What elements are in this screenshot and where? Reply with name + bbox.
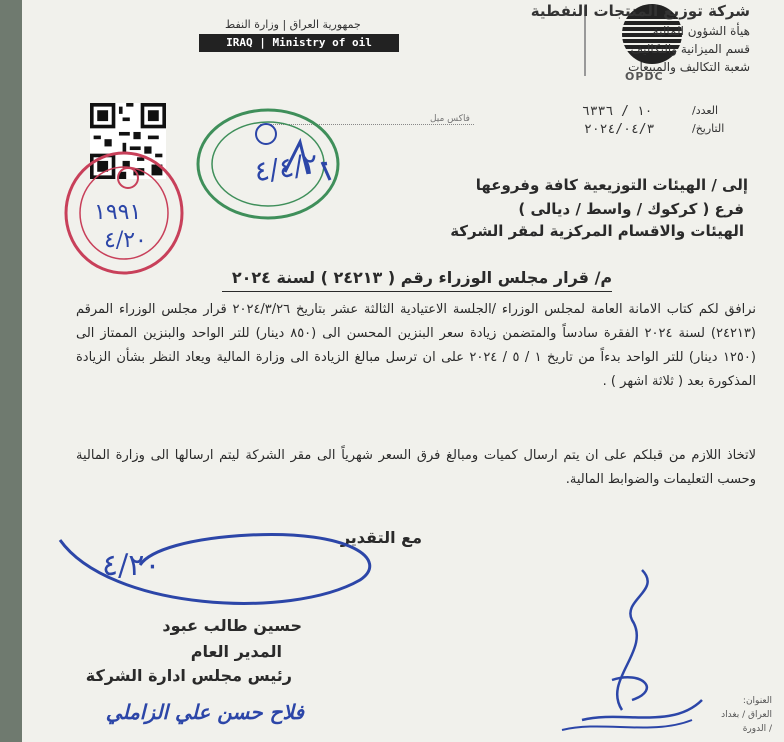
green-stamp-handwriting: ٤/٤/٢٠ bbox=[252, 144, 335, 189]
ref-date-label: التاريخ/ bbox=[692, 122, 725, 135]
paragraph-1: نرافق لكم كتاب الامانة العامة لمجلس الوزراء /الجلسة الاعتيادية الثالثة عشر بتاريخ ٢٠٢٤/٣/٢٦ قرار مجلس الوزراء المرقم (٢٤٢١٣) لسنة ٢٠٢٤ الفقرة سادساً والمتضمن زيادة سعر البنزين المحسن الى (٨٥٠ دينار) للتر الواحد والبنزين الممتاز الى (١٢٥٠ دينار) للتر الواحد بدءاً من تاريخ ١ / ٥ / ٢٠٢٤ على ان ترسل مبالغ الزيادة الى وزارة المالية ويعاد النظر بشأن الزيادة المذكورة بعد ( ثلاثة اشهر ) . bbox=[76, 302, 756, 389]
ref-date-value: ٢٠٢٤/٠٤/٣ bbox=[584, 122, 655, 137]
company-name: شركة توزيع المنتجات النفطية bbox=[530, 2, 750, 20]
address-label: العنوان: bbox=[742, 696, 772, 706]
subject-underline bbox=[222, 291, 612, 292]
address-line-2: / الدورة bbox=[742, 724, 772, 734]
header-line-1: هيأة الشؤون المالية bbox=[652, 24, 750, 38]
subject: م/ قرار مجلس الوزراء رقم ( ٢٤٢١٣ ) لسنة ٢٠٢٤ bbox=[231, 268, 613, 287]
addressee-line-3: الهيئات والاقسام المركزية لمقر الشركة bbox=[450, 222, 744, 240]
signatory-role: رئيس مجلس ادارة الشركة bbox=[85, 666, 292, 685]
handwritten-loop-icon bbox=[50, 520, 380, 620]
paragraph-2: لاتخاذ اللازم من قبلكم على ان يتم ارسال كميات ومبالغ فرق السعر شهرياً الى مقر الشركة ليتم ارسالها الى وزارة المالية وحسب التعليمات والضوابط المالية. bbox=[76, 448, 756, 487]
republic-arabic: جمهورية العراق | وزارة النفط bbox=[225, 18, 361, 31]
cc-signature: فلاح حسن علي الزاملي bbox=[105, 700, 304, 724]
ref-number-value: ١٠ / ٦٣٣٦ bbox=[582, 104, 653, 119]
ref-number-label: العدد/ bbox=[692, 104, 719, 117]
signatory-title: المدير العام bbox=[190, 642, 282, 661]
handwritten-date: ٤/٢٠ bbox=[102, 548, 161, 583]
header-line-2: قسم الميزانية والتكاليف bbox=[630, 42, 750, 56]
addressee-line-2: فرع ( كركوك / واسط / ديالى ) bbox=[518, 200, 744, 218]
logo-text: OPDC bbox=[625, 70, 664, 83]
closing: مع التقدير bbox=[340, 528, 422, 547]
address-line-1: العراق / بغداد bbox=[721, 710, 772, 720]
fax-line: فاكس ميل bbox=[260, 114, 474, 125]
red-stamp-handwriting-1: ١٩٩١ bbox=[94, 200, 142, 225]
addressee-line-1: إلى / الهيئات التوزيعية كافة وفروعها bbox=[475, 176, 748, 194]
republic-english: IRAQ | Ministry of oil bbox=[199, 34, 399, 52]
header-line-3: شعبة التكاليف والمبيعات bbox=[628, 60, 750, 74]
document-page bbox=[22, 0, 784, 742]
signatory-name: حسين طالب عبود bbox=[162, 616, 302, 635]
red-stamp-handwriting-2: ٤/٢٠ bbox=[104, 228, 147, 253]
